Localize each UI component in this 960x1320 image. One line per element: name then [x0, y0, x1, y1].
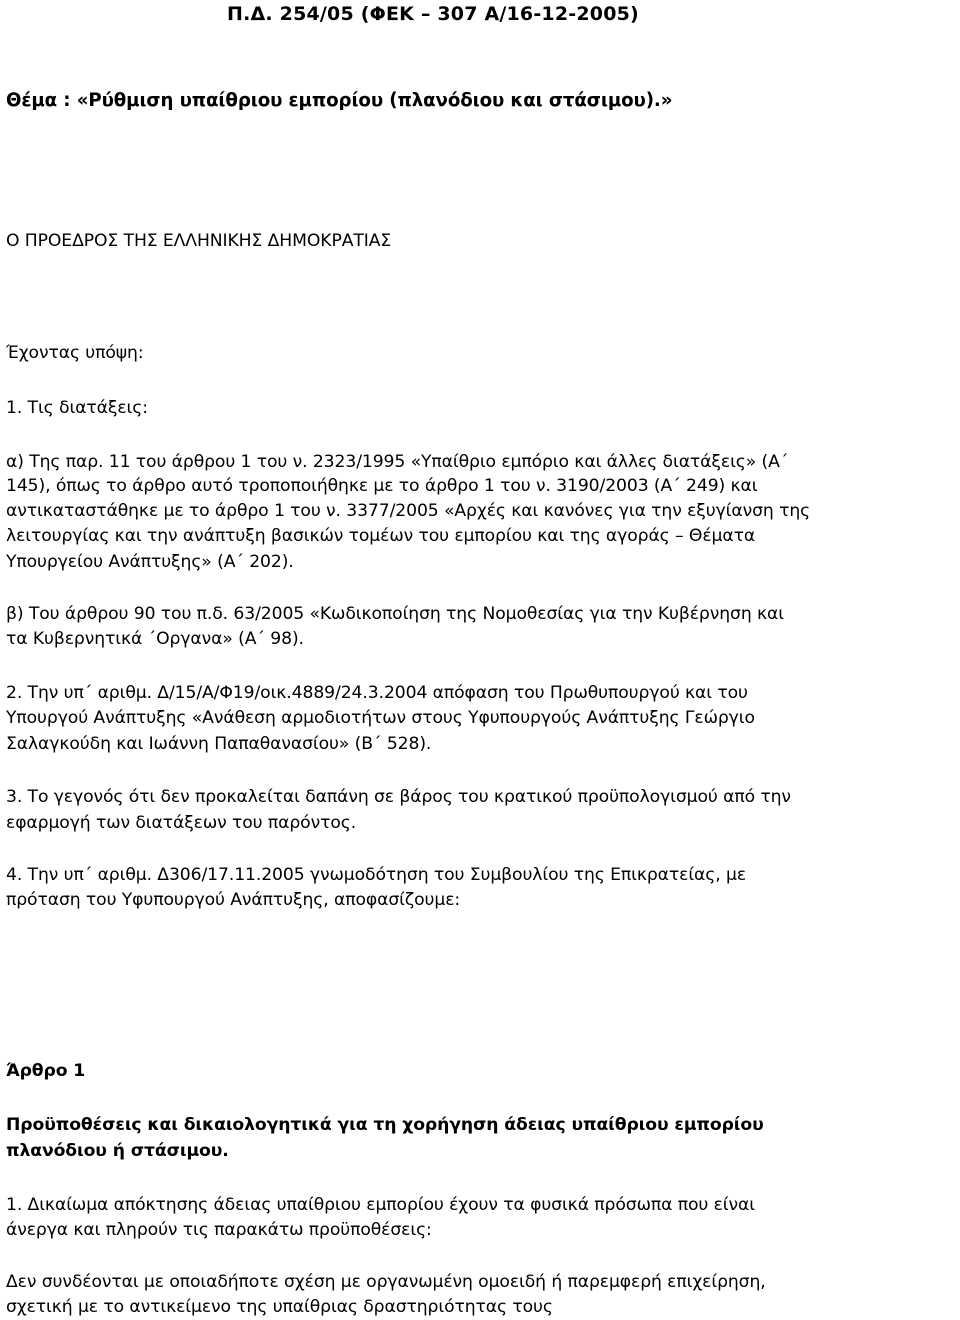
text-line: Υπουργείου Ανάπτυξης» (Α΄ 202).: [6, 552, 294, 572]
text-line: 4. Την υπ΄ αριθμ. Δ306/17.11.2005 γνωμοδότηση του Συμβουλίου της Επικρατείας, με: [6, 865, 747, 885]
president-heading: Ο ΠΡΟΕΔΡΟΣ ΤΗΣ ΕΛΛΗΝΙΚΗΣ ΔΗΜΟΚΡΑΤΙΑΣ: [6, 231, 392, 251]
text-line: άνεργα και πληρούν τις παρακάτω προϋποθέσεις:: [6, 1220, 432, 1240]
text-line: πρόταση του Υφυπουργού Ανάπτυξης, αποφασίζουμε:: [6, 890, 461, 910]
text-line: Σαλαγκούδη και Ιωάννη Παπαθανασίου» (Β΄ 528).: [6, 734, 432, 754]
text-line: σχετική με το αντικείμενο της υπαίθριας δραστηριότητας τους: [6, 1297, 553, 1317]
text-line: Δεν συνδέονται με οποιαδήποτε σχέση με οργανωμένη ομοειδή ή παρεμφερή επιχείρηση,: [6, 1272, 766, 1292]
text-line: Υπουργού Ανάπτυξης «Ανάθεση αρμοδιοτήτων στους Υφυπουργούς Ανάπτυξης Γεώργιο: [6, 708, 755, 728]
text-line: εφαρμογή των διατάξεων του παρόντος.: [6, 813, 357, 833]
preamble-intro: Έχοντας υπόψη:: [6, 343, 144, 363]
article-heading: Άρθρο 1: [6, 1061, 86, 1081]
text-line: τα Κυβερνητικά ΄Οργανα» (Α΄ 98).: [6, 629, 304, 649]
document-subject: Θέμα : «Ρύθμιση υπαίθριου εμπορίου (πλανόδιου και στάσιμου).»: [6, 90, 673, 111]
preamble-item1-heading: 1. Τις διατάξεις:: [6, 398, 148, 418]
text-line: λειτουργίας και την ανάπτυξη βασικών τομέων του εμπορίου και της αγοράς – Θέματα: [6, 526, 756, 546]
text-line: αντικαταστάθηκε με το άρθρο 1 του ν. 3377/2005 «Αρχές και κανόνες για την εξυγίανση της: [6, 501, 811, 521]
text-line: Προϋποθέσεις και δικαιολογητικά για τη χορήγηση άδειας υπαίθριου εμπορίου: [6, 1115, 764, 1135]
text-line: 1. Δικαίωμα απόκτησης άδειας υπαίθριου εμπορίου έχουν τα φυσικά πρόσωπα που είναι: [6, 1195, 755, 1215]
text-line: 2. Την υπ΄ αριθμ. Δ/15/Α/Φ19/οικ.4889/24.3.2004 απόφαση του Πρωθυπουργού και του: [6, 683, 748, 703]
text-line: 145), όπως το άρθρο αυτό τροποποιήθηκε με το άρθρο 1 του ν. 3190/2003 (Α΄ 249) και: [6, 476, 758, 496]
text-line: β) Του άρθρου 90 του π.δ. 63/2005 «Κωδικοποίηση της Νομοθεσίας για την Κυβέρνηση και: [6, 604, 784, 624]
text-line: 3. Το γεγονός ότι δεν προκαλείται δαπάνη σε βάρος του κρατικού προϋπολογισμού από την: [6, 787, 791, 807]
text-line: πλανόδιου ή στάσιμου.: [6, 1141, 229, 1161]
text-line: α) Της παρ. 11 του άρθρου 1 του ν. 2323/1995 «Υπαίθριο εμπόριο και άλλες διατάξεις» (Α΄: [6, 452, 789, 472]
document-title: Π.Δ. 254/05 (ΦΕΚ – 307 Α/16-12-2005): [227, 3, 639, 25]
